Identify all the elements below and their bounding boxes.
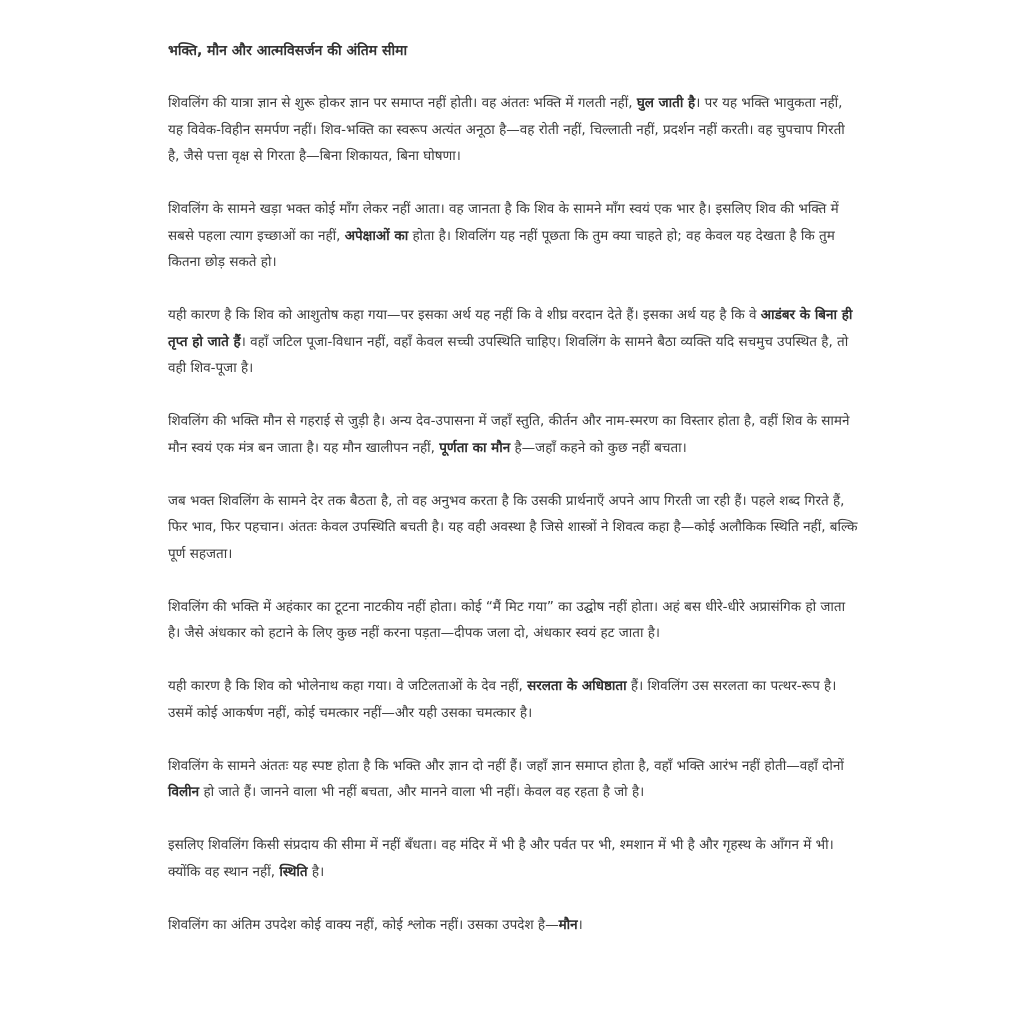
- paragraph: [168, 90, 858, 170]
- paragraph-text: शिवलिंग के सामने खड़ा भक्त कोई माँग लेकर नहीं आता। वह जानता है कि शिव के सामने माँग स्वयं एक भार है। इसलिए शिव की भक्ति में सबसे पहला त्याग इच्छाओं का नहीं,: [168, 201, 839, 244]
- paragraph-text: शिवलिंग की भक्ति मौन से गहराई से जुड़ी है। अन्य देव-उपासना में जहाँ स्तुति, कीर्तन और नाम-स्मरण का विस्तार होता है, वहीं शिव के सामने मौन स्वयं एक मंत्र बन जाता है। यह मौन खालीपन नहीं,: [168, 413, 850, 456]
- paragraph-text: हो जाते हैं। जानने वाला भी नहीं बचता, और मानने वाला भी नहीं। केवल वह रहता है जो है।: [199, 784, 645, 800]
- paragraph: [168, 912, 858, 939]
- paragraph-text: होता है। शिवलिंग यह नहीं पूछता कि तुम क्या चाहते हो; वह केवल यह देखता है कि तुम कितना छोड़ सकते हो।: [168, 227, 835, 270]
- emphasis-text: पूर्णता का मौन: [439, 439, 511, 456]
- paragraph-text: शिवलिंग का अंतिम उपदेश कोई वाक्य नहीं, कोई श्लोक नहीं। उसका उपदेश है—: [168, 916, 559, 933]
- paragraph: [168, 196, 858, 276]
- paragraph-text: यही कारण है कि शिव को भोलेनाथ कहा गया। वे जटिलताओं के देव नहीं,: [168, 678, 528, 694]
- emphasis-text: अपेक्षाओं का: [344, 227, 409, 244]
- paragraph-text: शिवलिंग के सामने अंततः यह स्पष्ट होता है कि भक्ति और ज्ञान दो नहीं हैं। जहाँ ज्ञान समाप्त होता है, वहाँ भक्ति आरंभ नहीं होती—वहाँ दोनों: [168, 757, 844, 774]
- article-title: भक्ति, मौन और आत्मविसर्जन की अंतिम सीमा: [168, 43, 408, 59]
- emphasis-text: घुल जाती है: [636, 95, 696, 111]
- paragraph: [168, 753, 858, 806]
- emphasis-text: विलीन: [168, 784, 200, 800]
- paragraph: [168, 488, 858, 568]
- emphasis-text: स्थिति: [279, 863, 308, 880]
- article-body: [168, 90, 858, 938]
- paragraph: [168, 302, 858, 382]
- article: [168, 38, 858, 965]
- paragraph-text: है—जहाँ कहने को कुछ नहीं बचता।: [510, 439, 687, 456]
- paragraph: [168, 832, 858, 885]
- paragraph: [168, 408, 858, 461]
- paragraph-text: जब भक्त शिवलिंग के सामने देर तक बैठता है, तो वह अनुभव करता है कि उसकी प्रार्थनाएँ अपने आप गिरती जा रही हैं। पहले शब्द गिरते हैं, फिर भाव, फिर पहचान। अंततः केवल उपस्थिति बचती है। यह वही अवस्था है जिसे शास्त्रों ने शिवत्व कहा है—कोई अलौकिक स्थिति नहीं, बल्कि पूर्ण सहजता।: [168, 492, 858, 562]
- paragraph-text: शिवलिंग की यात्रा ज्ञान से शुरू होकर ज्ञान पर समाप्त नहीं होती। वह अंततः भक्ति में गलती नहीं,: [168, 95, 637, 111]
- paragraph-text: है।: [307, 863, 325, 880]
- emphasis-text: मौन: [558, 916, 578, 933]
- paragraph: [168, 594, 858, 647]
- paragraph-text: इसलिए शिवलिंग किसी संप्रदाय की सीमा में नहीं बँधता। वह मंदिर में भी है और पर्वत पर भी, श्मशान में भी है और गृहस्थ के आँगन में भी। क्योंकि वह स्थान नहीं,: [168, 837, 834, 880]
- paragraph-text: शिवलिंग की भक्ति में अहंकार का टूटना नाटकीय नहीं होता। कोई “मैं मिट गया” का उद्घोष नहीं होता। अहं बस धीरे-धीरे अप्रासंगिक हो जाता है। जैसे अंधकार को हटाने के लिए कुछ नहीं करना पड़ता—दीपक जला दो, अंधकार स्वयं हट जाता है।: [168, 598, 846, 641]
- paragraph-text: ।: [577, 916, 583, 933]
- paragraph-text: यही कारण है कि शिव को आशुतोष कहा गया—पर इसका अर्थ यह नहीं कि वे शीघ्र वरदान देते हैं। इसका अर्थ यह है कि वे: [168, 307, 761, 323]
- paragraph: [168, 673, 858, 726]
- emphasis-text: आडंबर के बिना ही तृप्त हो जाते हैं: [168, 307, 853, 350]
- paragraph-text: । वहाँ जटिल पूजा-विधान नहीं, वहाँ केवल सच्ची उपस्थिति चाहिए। शिवलिंग के सामने बैठा व्यक्ति यदि सचमुच उपस्थित है, तो वही शिव-पूजा है।: [168, 333, 849, 376]
- emphasis-text: सरलता के अधिष्ठाता: [527, 678, 627, 694]
- paragraph-text: । पर यह भक्ति भावुकता नहीं, यह विवेक-विहीन समर्पण नहीं। शिव-भक्ति का स्वरूप अत्यंत अनूठा है—वह रोती नहीं, चिल्लाती नहीं, प्रदर्शन नहीं करती। वह चुपचाप गिरती है, जैसे पत्ता वृक्ष से गिरता है—बिना शिकायत, बिना घोषणा।: [168, 95, 845, 164]
- paragraph-text: हैं। शिवलिंग उस सरलता का पत्थर-रूप है। उसमें कोई आकर्षण नहीं, कोई चमत्कार नहीं—और यही उसका चमत्कार है।: [168, 678, 837, 721]
